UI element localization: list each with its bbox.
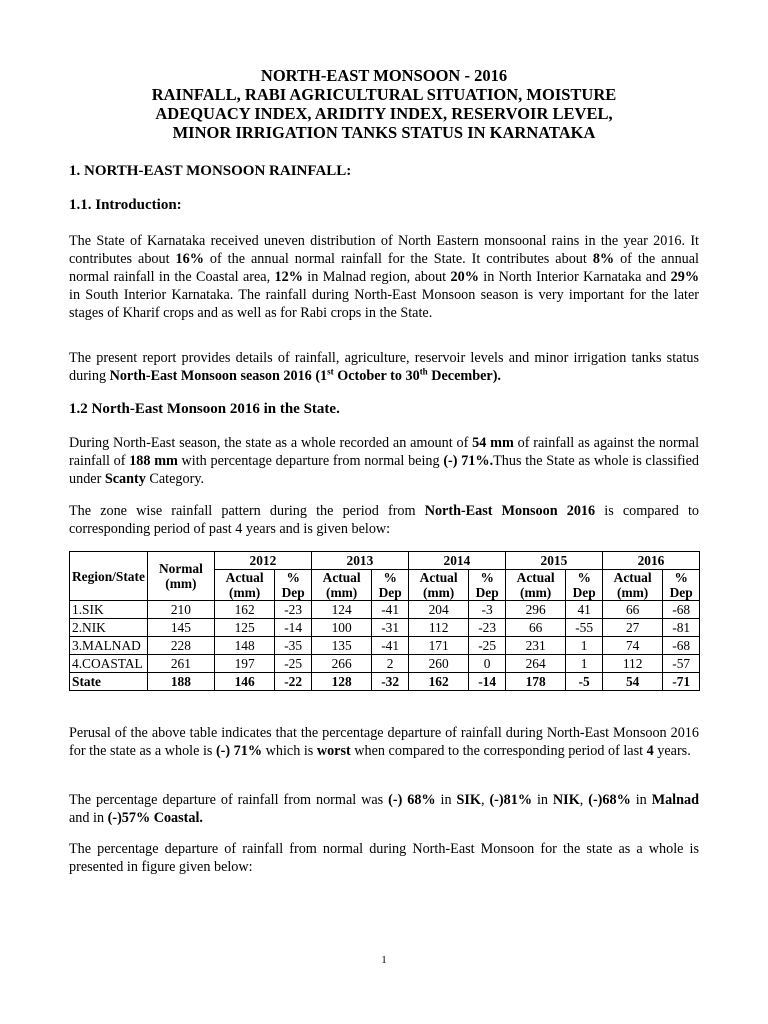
perusal-paragraph: Perusal of the above table indicates that the percentage departure of rainfall during North-East Monsoon 2016 for the state as a whole is (-) 71% which is worst when compared to the corresponding period of last 4 years. <box>69 725 699 759</box>
header-actual: Actual (mm) <box>311 570 371 601</box>
header-year: 2013 <box>311 552 408 570</box>
header-dep: % Dep <box>372 570 409 601</box>
table-cell: 1 <box>566 655 603 673</box>
figure-intro-paragraph: The percentage departure of rainfall from normal during North-East Monsoon for the state as a whole is presented in figure given below: <box>69 841 699 875</box>
header-dep: % Dep <box>469 570 506 601</box>
table-cell: 74 <box>602 637 662 655</box>
table-cell: 210 <box>147 601 214 619</box>
header-dep: % Dep <box>275 570 312 601</box>
table-cell: 261 <box>147 655 214 673</box>
table-header-row <box>70 552 700 570</box>
table-cell: -35 <box>275 637 312 655</box>
table-cell: State <box>70 673 148 691</box>
table-cell: -22 <box>275 673 312 691</box>
table-row <box>70 637 700 655</box>
header-year: 2012 <box>214 552 311 570</box>
subsection-heading: 1.2 North-East Monsoon 2016 in the State. <box>69 401 340 417</box>
table-cell: -14 <box>469 673 506 691</box>
table-cell: 171 <box>408 637 468 655</box>
table-row <box>70 601 700 619</box>
header-actual: Actual (mm) <box>602 570 662 601</box>
table-cell: 260 <box>408 655 468 673</box>
header-year: 2016 <box>602 552 699 570</box>
table-cell: -25 <box>469 637 506 655</box>
header-actual: Actual (mm) <box>505 570 565 601</box>
table-cell: 228 <box>147 637 214 655</box>
table-cell: -31 <box>372 619 409 637</box>
header-actual: Actual (mm) <box>408 570 468 601</box>
table-cell: 148 <box>214 637 274 655</box>
table-cell: -57 <box>663 655 700 673</box>
document-title <box>69 66 699 142</box>
header-year: 2014 <box>408 552 505 570</box>
table-cell: 145 <box>147 619 214 637</box>
table-cell: 1.SIK <box>70 601 148 619</box>
table-cell: -14 <box>275 619 312 637</box>
table-cell: 204 <box>408 601 468 619</box>
table-cell: 100 <box>311 619 371 637</box>
table-cell: 178 <box>505 673 565 691</box>
table-cell: 162 <box>214 601 274 619</box>
table-cell: 0 <box>469 655 506 673</box>
table-cell: -55 <box>566 619 603 637</box>
rainfall-table <box>69 551 700 691</box>
header-region: Region/State <box>70 552 148 601</box>
title-line: NORTH-EAST MONSOON - 2016 <box>260 66 508 85</box>
header-actual: Actual (mm) <box>214 570 274 601</box>
table-cell: -23 <box>469 619 506 637</box>
table-cell: -81 <box>663 619 700 637</box>
intro-paragraph: The State of Karnataka received uneven distribution of North Eastern monsoonal rains in the year 2016. It contributes about 16% of the annual normal rainfall for the State. It contributes about 8% of the annual normal rainfall in the Coastal area, 12% in Malnad region, about 20% in North Interior Karnataka and 29% in South Interior Karnataka. The rainfall during North-East Monsoon season is very important for the later stages of Kharif crops and as well as for Rabi crops in the State. <box>69 233 700 321</box>
title-line: RAINFALL, RABI AGRICULTURAL SITUATION, MOISTURE <box>151 85 617 104</box>
table-cell: -3 <box>469 601 506 619</box>
table-cell: 112 <box>408 619 468 637</box>
header-dep: % Dep <box>663 570 700 601</box>
table-cell: 197 <box>214 655 274 673</box>
zone-departure-paragraph: The percentage departure of rainfall from normal was (-) 68% in SIK, (-)81% in NIK, (-)68% in Malnad and in (-)57% Coastal. <box>69 792 699 826</box>
table-cell: -25 <box>275 655 312 673</box>
table-cell: 1 <box>566 637 603 655</box>
table-cell: 188 <box>147 673 214 691</box>
table-cell: 128 <box>311 673 371 691</box>
table-row <box>70 619 700 637</box>
table-cell: -71 <box>663 673 700 691</box>
title-line: MINOR IRRIGATION TANKS STATUS IN KARNATAKA <box>172 123 596 142</box>
table-cell: -41 <box>372 601 409 619</box>
table-cell: 3.MALNAD <box>70 637 148 655</box>
header-year: 2015 <box>505 552 602 570</box>
table-cell: -68 <box>663 637 700 655</box>
table-cell: -68 <box>663 601 700 619</box>
table-cell: 231 <box>505 637 565 655</box>
header-dep: % Dep <box>566 570 603 601</box>
title-line: ADEQUACY INDEX, ARIDITY INDEX, RESERVOIR LEVEL, <box>155 104 613 123</box>
section-heading: 1. NORTH-EAST MONSOON RAINFALL: <box>69 163 352 179</box>
table-cell: -32 <box>372 673 409 691</box>
subsection-heading: 1.1. Introduction: <box>69 197 182 213</box>
table-cell: 4.COASTAL <box>70 655 148 673</box>
table-cell: 54 <box>602 673 662 691</box>
state-rainfall-paragraph: During North-East season, the state as a whole recorded an amount of 54 mm of rainfall as against the normal rainfall of 188 mm with percentage departure from normal being (-) 71%.Thus the State as whole is classified under Scanty Category. <box>69 435 700 487</box>
table-row <box>70 655 700 673</box>
table-cell: -5 <box>566 673 603 691</box>
table-cell: 27 <box>602 619 662 637</box>
table-cell: 266 <box>311 655 371 673</box>
header-normal: Normal (mm) <box>147 552 214 601</box>
table-cell: 124 <box>311 601 371 619</box>
table-cell: 162 <box>408 673 468 691</box>
zone-comparison-paragraph: The zone wise rainfall pattern during the period from North-East Monsoon 2016 is compared to corresponding period of past 4 years and is given below: <box>69 503 699 537</box>
table-cell: 264 <box>505 655 565 673</box>
table-cell: 125 <box>214 619 274 637</box>
table-cell: 146 <box>214 673 274 691</box>
table-cell: -41 <box>372 637 409 655</box>
table-cell: 41 <box>566 601 603 619</box>
table-cell: 135 <box>311 637 371 655</box>
table-cell: 2 <box>372 655 409 673</box>
table-cell: -23 <box>275 601 312 619</box>
table-cell: 112 <box>602 655 662 673</box>
table-cell: 66 <box>505 619 565 637</box>
table-cell: 296 <box>505 601 565 619</box>
report-scope-paragraph: The present report provides details of rainfall, agriculture, reservoir levels and minor irrigation tanks status during North-East Monsoon season 2016 (1st October to 30th December). <box>69 350 699 384</box>
table-total-row <box>70 673 700 691</box>
table-cell: 66 <box>602 601 662 619</box>
page-number: 1 <box>381 954 387 966</box>
table-cell: 2.NIK <box>70 619 148 637</box>
